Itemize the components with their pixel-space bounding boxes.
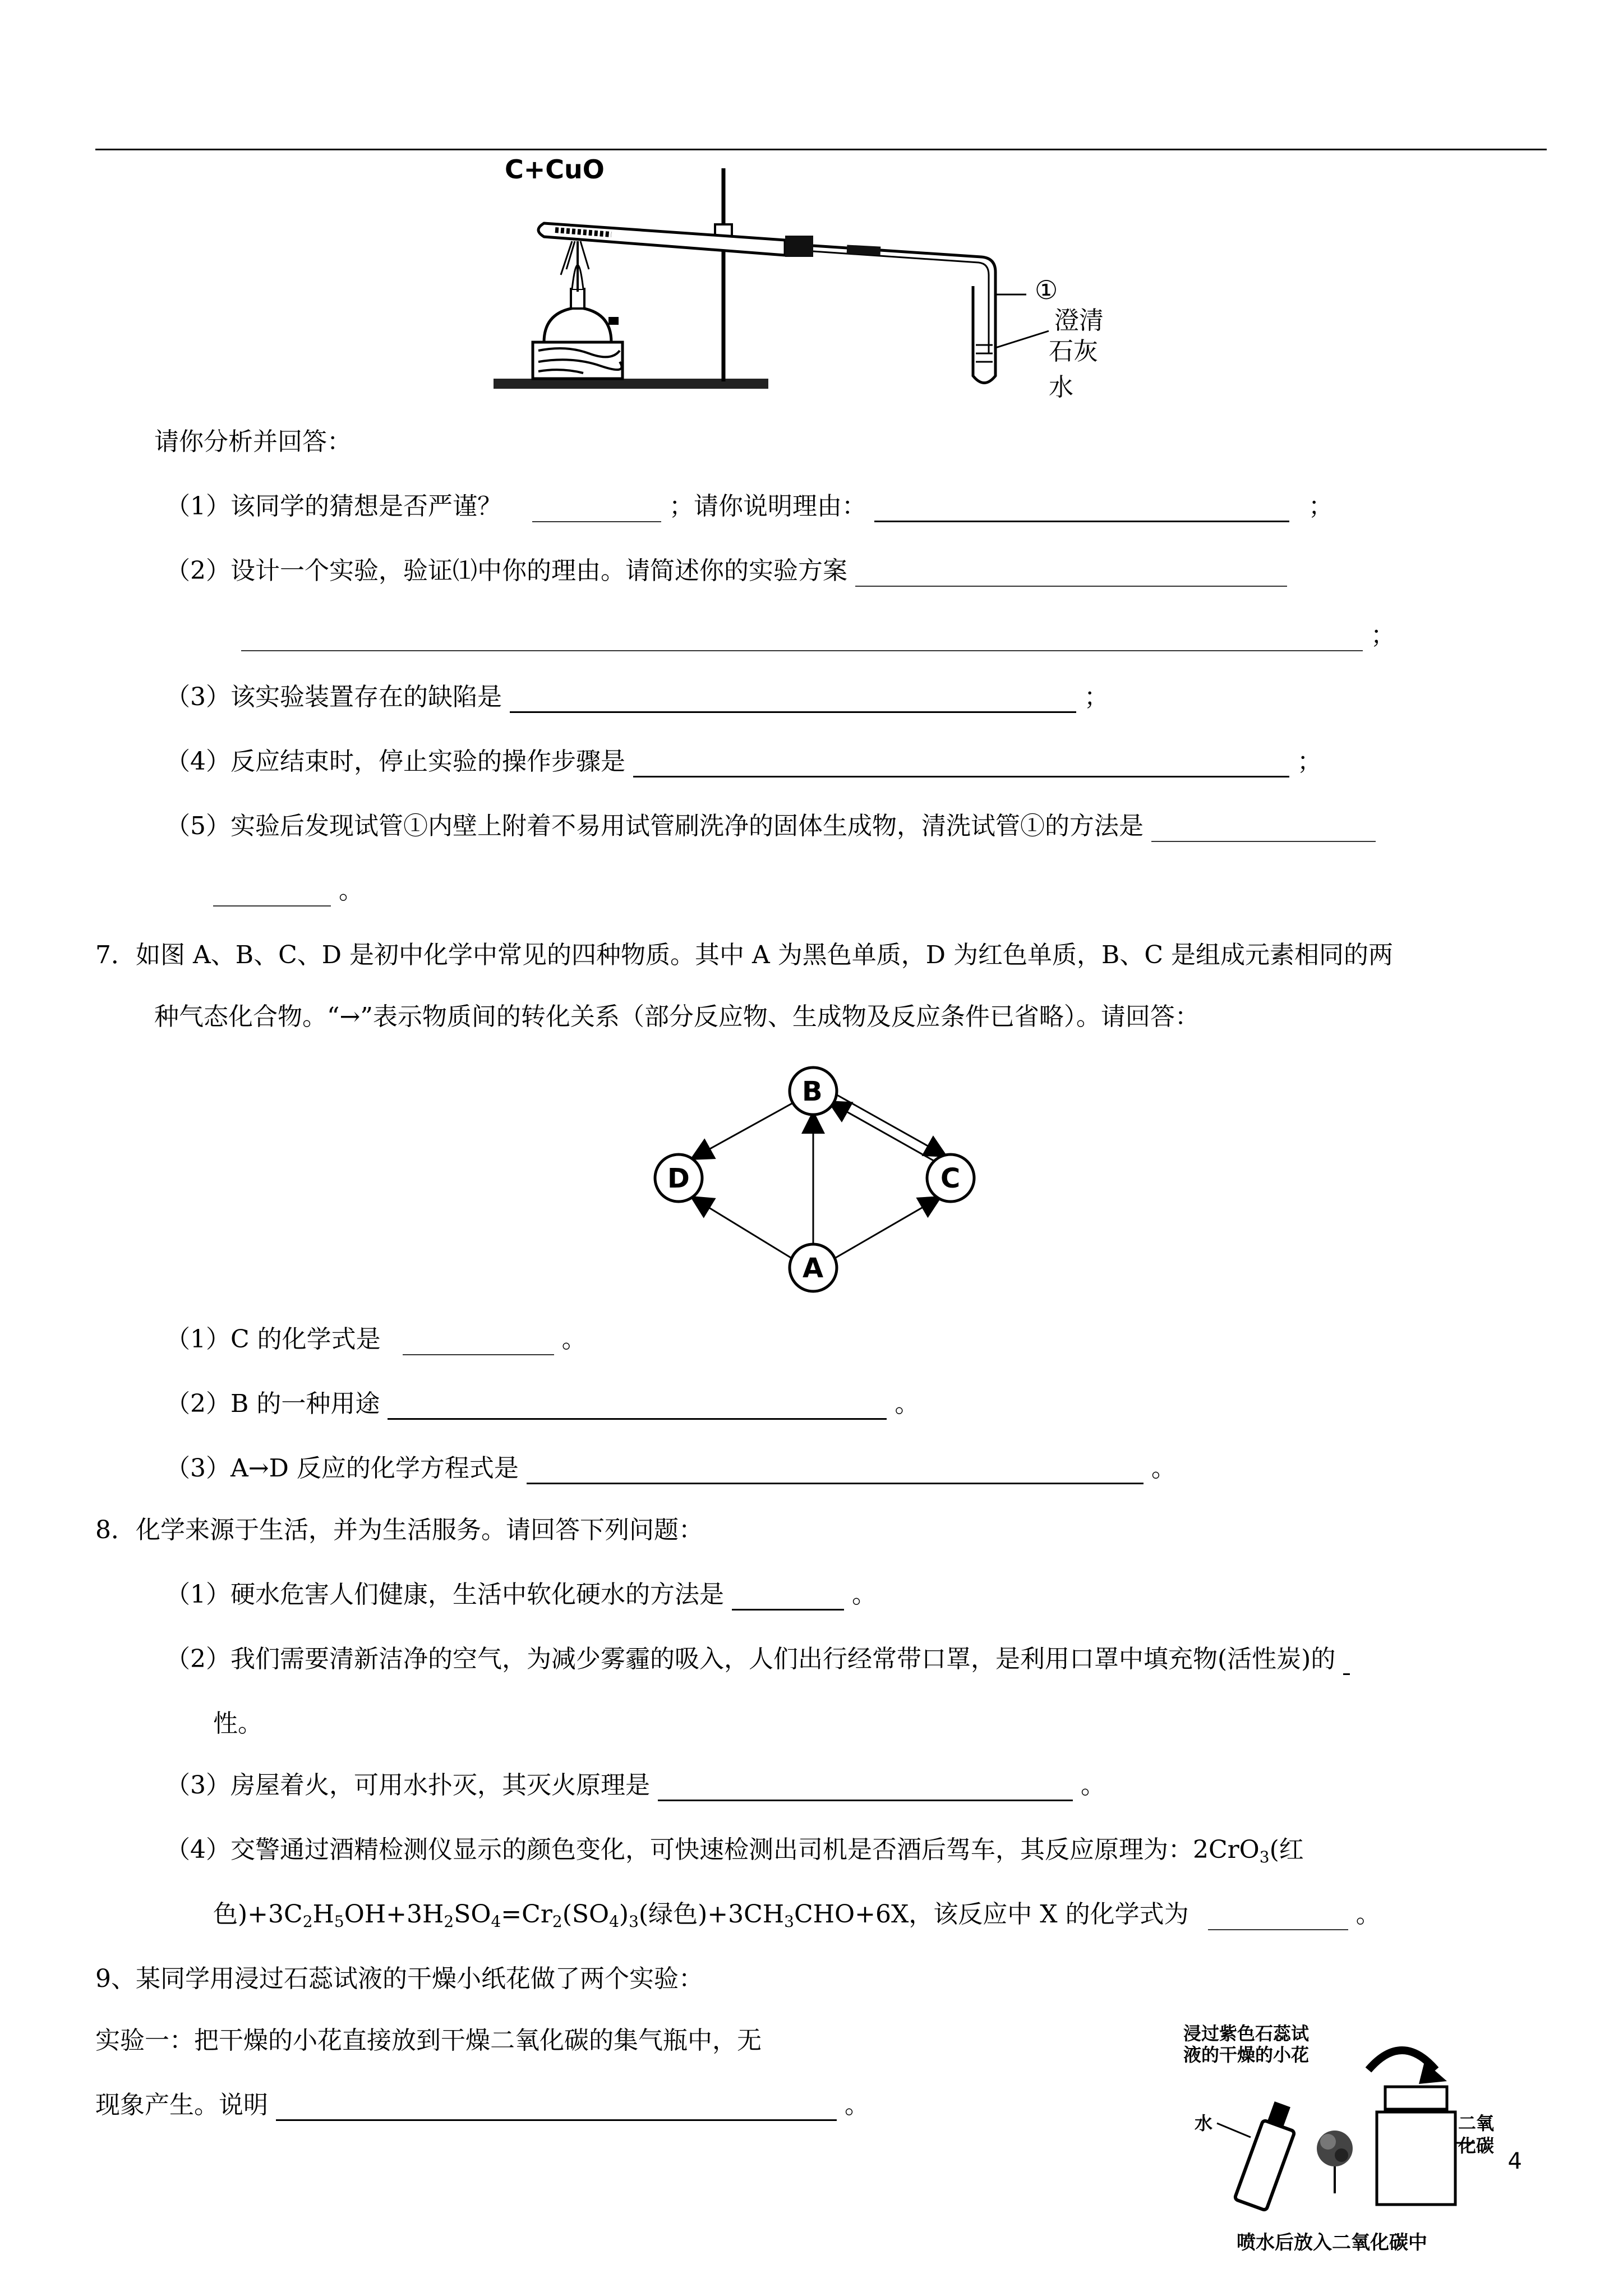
q6-answer-3[interactable] [510,687,1076,713]
q8-part1: （1）硬水危害人们健康，生活中软化硬水的方法是 。 [165,1579,877,1611]
q9-figure [1183,2008,1497,2277]
q8-answer-1[interactable] [732,1584,844,1611]
q6-answer-4[interactable] [633,751,1289,777]
q9-title: 9、某同学用浸过石蕊试液的干燥小纸花做了两个实验： [95,1964,703,1993]
q9-label-water: 水 [1195,2113,1213,2134]
q6-answer-1b[interactable] [874,496,1289,522]
q9-label-co2-1: 二氧 [1458,2113,1495,2134]
q9-label-top1: 浸过紫色石蕊试 [1183,2023,1310,2044]
node-b: B [802,1076,823,1107]
q6-part5-cont: 。 [213,875,363,907]
q6-part1: （1）该同学的猜想是否严谨？ ；请你说明理由： ； [165,491,1333,522]
q7-part3: （3）A→D 反应的化学方程式是 。 [165,1453,1176,1484]
q7-part2: （2）B 的一种用途 。 [165,1388,919,1420]
q6-answer-1a[interactable] [532,496,661,522]
q8-part4: （4）交警通过酒精检测仪显示的颜色变化，可快速检测出司机是否酒后驾车，其反应原理为：2CrO$_3$(红 [165,1835,1304,1866]
q8-answer-4[interactable] [1208,1904,1348,1930]
q8-answer-3[interactable] [658,1775,1073,1801]
q8-part3: （3）房屋着火，可用水扑灭，其灭火原理是 。 [165,1770,1105,1801]
q6-part3: （3）该实验装置存在的缺陷是 ； [165,682,1109,713]
q7-answer-1[interactable] [403,1329,554,1355]
limewater-label-1: 澄清 [1054,306,1104,335]
q9-exp1-line2: 现象产生。说明 。 [95,2090,869,2121]
page-number: 4 [1507,2148,1522,2174]
q7-answer-2[interactable] [388,1393,887,1420]
q7-part1: （1）C 的化学式是 。 [165,1324,587,1355]
q6-part5: （5）实验后发现试管①内壁上附着不易用试管刷洗净的固体生成物，清洗试管①的方法是 [165,811,1376,842]
q9-label-top2: 液的干燥的小花 [1183,2044,1310,2065]
q7-stem-line2: 种气态化合物。“→”表示物质间的转化关系（部分反应物、生成物及反应条件已省略）。请回答： [154,1002,1200,1031]
q9-caption: 喷水后放入二氧化碳中 [1237,2231,1427,2254]
q9-label-co2-2: 化碳 [1458,2135,1495,2156]
q8-part2: （2）我们需要清新洁净的空气，为减少雾霾的吸入，人们出行经常带口罩，是利用口罩中填充物(活性炭)的 [165,1644,1350,1675]
node-d: D [667,1163,690,1194]
q8-part4-cont: 色)$+3C_2H_5OH+3H_2SO_4=Cr_2(SO_4)_3$(绿色)$+3CH_3CHO+6X$，该反应中 X 的化学式为 。 [213,1900,1381,1931]
q9-answer-1[interactable] [276,2095,837,2121]
limewater-label-2: 石灰水 [1049,337,1098,402]
q6-part4: （4）反应结束时，停止实验的操作步骤是 ； [165,746,1322,777]
node-a: A [803,1253,824,1284]
q8-answer-2[interactable] [1343,1649,1350,1675]
q8-part2-cont: 性。 [213,1709,262,1738]
q6-part2: （2）设计一个实验，验证⑴中你的理由。请简述你的实验方案 [165,555,1287,587]
q7-relation-diagram [645,1060,993,1307]
apparatus-figure [488,154,1122,404]
q6-part2-cont: ； [241,620,1395,651]
reactant-label: C+CuO [505,154,605,185]
q8-title: 8．化学来源于生活，并为生活服务。请回答下列问题： [95,1516,703,1544]
q7-answer-3[interactable] [527,1458,1144,1484]
q9-exp1-line1: 实验一：把干燥的小花直接放到干燥二氧化碳的集气瓶中，无 [95,2026,762,2055]
node-c: C [940,1163,961,1194]
q6-answer-2a[interactable] [855,561,1287,587]
q7-stem-line1: 7．如图 A、B、C、D 是初中化学中常见的四种物质。其中 A 为黑色单质，D 为红色单质，B、C 是组成元素相同的两 [95,941,1394,969]
q6-answer-5b[interactable] [213,881,331,907]
header-rule [95,149,1547,150]
q6-intro: 请你分析并回答： [154,427,352,456]
q6-answer-2b[interactable] [241,625,1363,651]
tube-marker-label: ① [1035,275,1058,305]
apparatus-drawing [488,157,1122,404]
q6-answer-5a[interactable] [1151,816,1376,842]
